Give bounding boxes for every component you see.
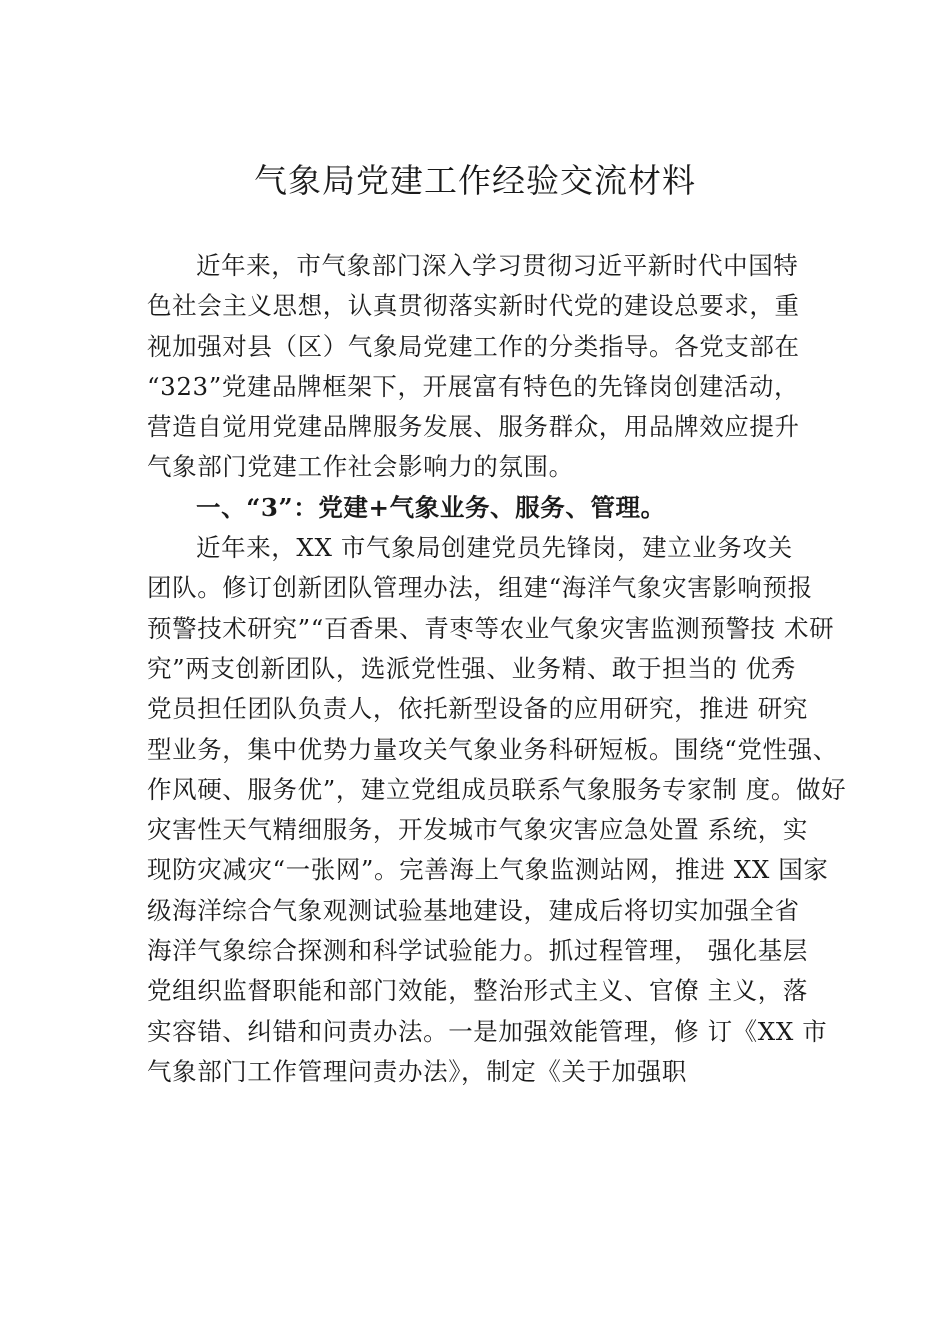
paragraph-line: 团队。修订创新团队管理办法，组建“海洋气象灾害影响预报 [147,573,813,603]
document-body [147,246,847,1092]
paragraph-line: 党组织监督职能和部门效能，整治形式主义、官僚 主义，落 [147,976,808,1006]
paragraph-line: “323”党建品牌框架下，开展富有特色的先锋岗创建活动， [147,371,800,401]
document-title: 气象局党建工作经验交流材料 [254,161,696,200]
paragraph-line: 级海洋综合气象观测试验基地建设，建成后将切实加强全省 [147,895,800,925]
paragraph-line: 作风硬、服务优”，建立党组成员联系气象服务专家制 度。做好 [147,774,847,804]
paragraph-line: 型业务，集中优势力量攻关气象业务科研短板。围绕“党性强、 [147,734,838,764]
paragraph-line: 视加强对县（区）气象局党建工作的分类指导。各党支部在 [147,331,800,361]
paragraph-line: 究”两支创新团队，选派党性强、业务精、敢于担当的 优秀 [147,653,797,683]
paragraph-line: 海洋气象综合探测和科学试验能力。抓过程管理， 强化基层 [147,936,808,966]
paragraph-line: 近年来，市气象部门深入学习贯彻习近平新时代中国特 [196,251,799,280]
paragraph-line: 实容错、纠错和问责办法。一是加强效能管理，修 订《XX 市 [147,1016,828,1046]
paragraph-line: 党员担任团队负责人，依托新型设备的应用研究，推进 研究 [147,694,808,724]
paragraph-line: 近年来，XX 市气象局创建党员先锋岗，建立业务攻关 [196,533,793,563]
paragraph-line: 预警技术研究”“百香果、青枣等农业气象灾害监测预警技 术研 [147,613,835,643]
paragraph-line: 色社会主义思想，认真贯彻落实新时代党的建设总要求，重 [147,291,800,321]
section-heading: 一、“3”：党建+气象业务、服务、管理。 [196,492,666,522]
paragraph-line: 气象部门工作管理问责办法》，制定《关于加强职 [147,1056,687,1086]
paragraph-line: 灾害性天气精细服务，开发城市气象灾害应急处置 系统，实 [147,815,808,845]
paragraph-line: 气象部门党建工作社会影响力的氛围。 [147,452,574,482]
paragraph-line: 现防灾减灾“一张网”。完善海上气象监测站网，推进 XX 国家 [147,855,829,885]
paragraph-line: 营造自觉用党建品牌服务发展、服务群众，用品牌效应提升 [147,412,800,442]
